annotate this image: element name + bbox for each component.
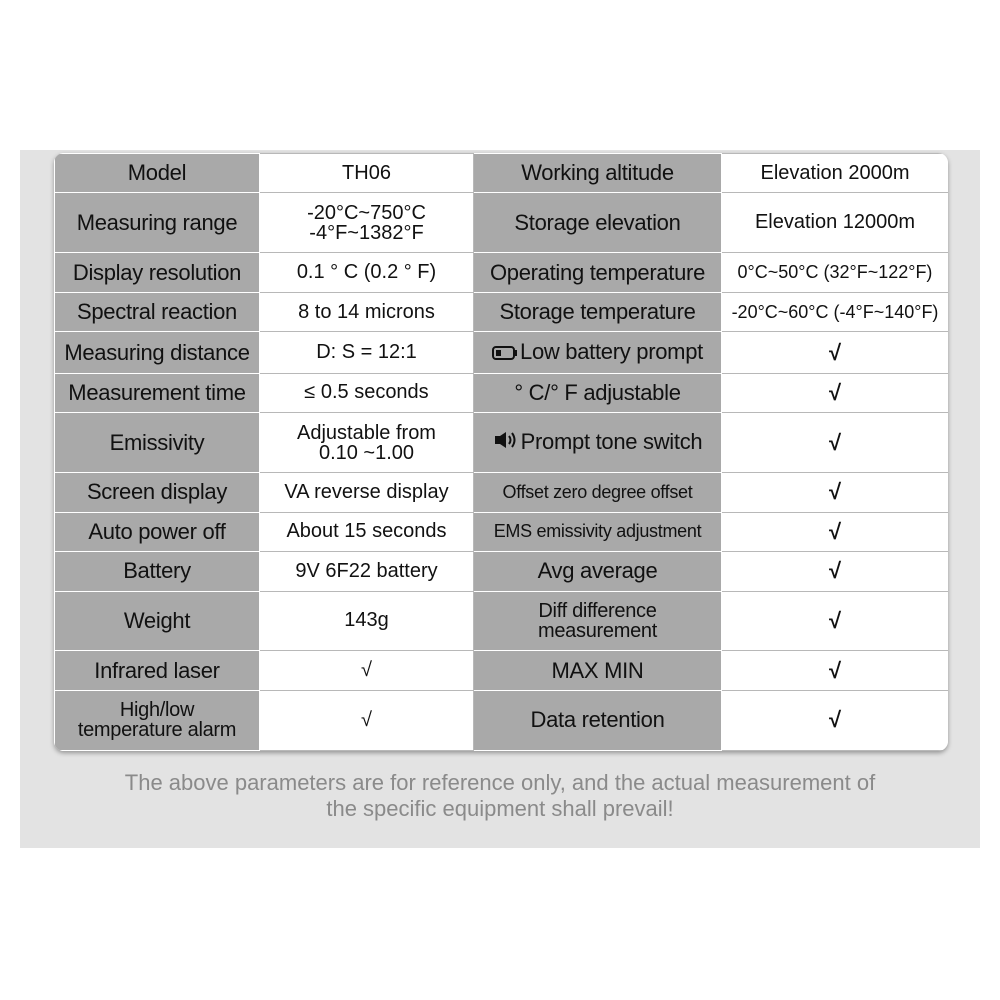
table-row bbox=[55, 193, 949, 253]
spec-value: VA reverse display bbox=[260, 473, 474, 512]
spec-key: MAX MIN bbox=[474, 651, 722, 690]
table-row bbox=[55, 373, 949, 412]
table-row bbox=[55, 332, 949, 373]
spec-value: √ bbox=[722, 690, 949, 750]
spec-value: √ bbox=[722, 591, 949, 651]
spec-value: TH06 bbox=[260, 154, 474, 193]
spec-key-label: Low battery prompt bbox=[520, 338, 703, 364]
table-row bbox=[55, 651, 949, 690]
spec-key: Offset zero degree offset bbox=[474, 473, 722, 512]
disclaimer-line: The above parameters are for reference only, and the actual measurement of bbox=[124, 770, 876, 795]
spec-key: Battery bbox=[55, 552, 260, 591]
speaker-icon bbox=[493, 430, 519, 456]
spec-key: Measurement time bbox=[55, 373, 260, 412]
spec-value-line: -4°F~1382°F bbox=[309, 221, 424, 244]
spec-value: 8 to 14 microns bbox=[260, 292, 474, 331]
spec-key bbox=[55, 690, 260, 750]
table-row bbox=[55, 253, 949, 292]
table-row bbox=[55, 512, 949, 551]
spec-value: √ bbox=[722, 332, 949, 373]
spec-key: Measuring distance bbox=[55, 332, 260, 373]
table-row bbox=[55, 473, 949, 512]
spec-value: √ bbox=[722, 512, 949, 551]
spec-key: Data retention bbox=[474, 690, 722, 750]
spec-value: √ bbox=[722, 373, 949, 412]
spec-value: Elevation 2000m bbox=[722, 154, 949, 193]
spec-key: ° C/° F adjustable bbox=[474, 373, 722, 412]
spec-value: √ bbox=[722, 651, 949, 690]
table-row bbox=[55, 154, 949, 193]
spec-key: Display resolution bbox=[55, 253, 260, 292]
spec-key bbox=[474, 413, 722, 473]
spec-key-label: Prompt tone switch bbox=[520, 428, 703, 454]
spec-value: -20°C~60°C (-4°F~140°F) bbox=[722, 292, 949, 331]
spec-value-line: -20°C~750°C bbox=[307, 201, 426, 224]
spec-key: Storage elevation bbox=[474, 193, 722, 253]
spec-value: 143g bbox=[260, 591, 474, 651]
spec-value: √ bbox=[722, 473, 949, 512]
spec-value-line: 0.10 ~1.00 bbox=[318, 441, 415, 464]
spec-value: About 15 seconds bbox=[260, 512, 474, 551]
spec-key bbox=[474, 332, 722, 373]
spec-key: Storage temperature bbox=[474, 292, 722, 331]
disclaimer-line: the specific equipment shall prevail! bbox=[326, 796, 674, 821]
spec-value: D: S = 12:1 bbox=[260, 332, 474, 373]
spec-table-container bbox=[54, 153, 948, 751]
spec-table bbox=[54, 153, 948, 751]
disclaimer-note bbox=[60, 770, 940, 822]
spec-value: √ bbox=[722, 552, 949, 591]
spec-key bbox=[474, 591, 722, 651]
table-row bbox=[55, 690, 949, 750]
spec-key: Screen display bbox=[55, 473, 260, 512]
spec-key: Avg average bbox=[474, 552, 722, 591]
spec-value: 9V 6F22 battery bbox=[260, 552, 474, 591]
spec-key-line: temperature alarm bbox=[77, 719, 237, 742]
spec-key: Emissivity bbox=[55, 413, 260, 473]
spec-value: 0.1 ° C (0.2 ° F) bbox=[260, 253, 474, 292]
spec-value: √ bbox=[722, 413, 949, 473]
table-row bbox=[55, 292, 949, 331]
spec-value: 0°C~50°C (32°F~122°F) bbox=[722, 253, 949, 292]
spec-key-line: measurement bbox=[538, 619, 657, 642]
spec-value bbox=[260, 193, 474, 253]
spec-value: √ bbox=[260, 690, 474, 750]
spec-key: Spectral reaction bbox=[55, 292, 260, 331]
spec-key-line: Diff difference bbox=[538, 599, 657, 622]
spec-key: Model bbox=[55, 154, 260, 193]
spec-value: √ bbox=[260, 651, 474, 690]
battery-icon bbox=[492, 340, 518, 366]
table-row bbox=[55, 591, 949, 651]
spec-key: Infrared laser bbox=[55, 651, 260, 690]
spec-key: EMS emissivity adjustment bbox=[474, 512, 722, 551]
spec-key: Working altitude bbox=[474, 154, 722, 193]
table-row bbox=[55, 552, 949, 591]
spec-key: Auto power off bbox=[55, 512, 260, 551]
spec-value-line: Adjustable from bbox=[297, 421, 436, 444]
spec-key: Measuring range bbox=[55, 193, 260, 253]
spec-value bbox=[260, 413, 474, 473]
table-row bbox=[55, 413, 949, 473]
spec-key: Operating temperature bbox=[474, 253, 722, 292]
spec-key: Weight bbox=[55, 591, 260, 651]
spec-value: Elevation 12000m bbox=[722, 193, 949, 253]
spec-value: ≤ 0.5 seconds bbox=[260, 373, 474, 412]
spec-key-line: High/low bbox=[119, 699, 195, 722]
